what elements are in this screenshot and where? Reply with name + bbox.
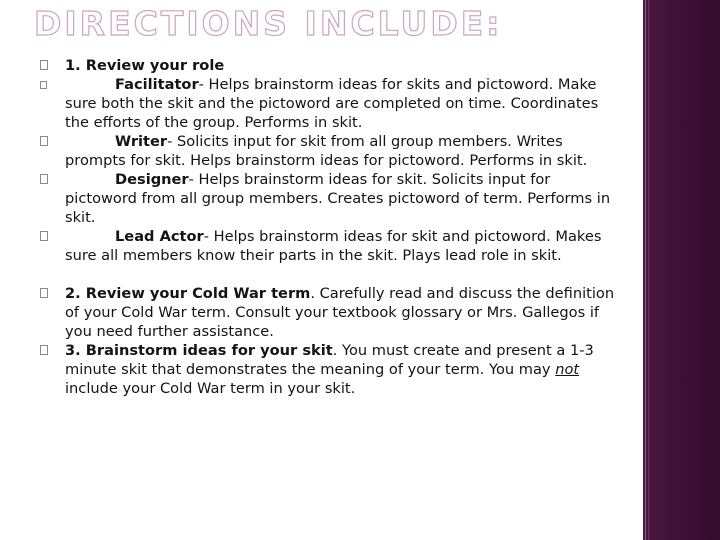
bullet-icon xyxy=(40,136,48,146)
role-description: - Solicits input for skit from all group members. Writes prompts for skit. Helps brainstorm ideas for pictoword. Performs in skit. xyxy=(65,133,588,169)
bullet-icon xyxy=(40,60,48,70)
bullet-icon xyxy=(40,345,48,355)
item-text: . Carefully read and discuss the definition of your Cold War term. Consult your textbook glossary or Mrs. Gallegos if you need further assistance. xyxy=(65,285,615,340)
bullet-icon xyxy=(40,288,48,298)
directions-list xyxy=(40,56,615,398)
bullet-icon xyxy=(40,174,48,184)
role-name: Facilitator xyxy=(115,76,199,93)
role-description: - Helps brainstorm ideas for skits and pictoword. Make sure both the skit and the pictoword are completed on time. Coordinates the efforts of the group. Performs in skit. xyxy=(65,76,599,131)
item-text: . You must create and present a 1-3 minute skit that demonstrates the meaning of your term. You may xyxy=(65,342,594,378)
role-name: Designer xyxy=(115,171,189,188)
bullet-icon xyxy=(40,231,48,241)
role-name: Lead Actor xyxy=(115,228,204,245)
list-item-writer xyxy=(40,132,615,170)
item-heading: 1. Review your role xyxy=(65,57,225,74)
emphasis-not: not xyxy=(555,361,580,378)
list-item-review-role xyxy=(40,56,615,75)
list-item-designer xyxy=(40,170,615,227)
item-heading: 3. Brainstorm ideas for your skit xyxy=(65,342,333,359)
decorative-sidebar xyxy=(643,0,720,540)
item-heading: 2. Review your Cold War term xyxy=(65,285,311,302)
list-item-brainstorm xyxy=(40,341,615,398)
list-item-lead-actor xyxy=(40,227,615,265)
bullet-icon xyxy=(40,81,47,89)
slide-title: DIRECTIONS INCLUDE: xyxy=(34,4,503,43)
item-text-end: include your Cold War term in your skit. xyxy=(65,380,356,397)
role-name: Writer xyxy=(115,133,168,150)
list-item-cold-war-term xyxy=(40,284,615,341)
list-item-facilitator xyxy=(40,75,615,132)
role-description: - Helps brainstorm ideas for skit and pictoword. Makes sure all members know their parts in the skit. Plays lead role in skit. xyxy=(65,228,602,264)
role-description: - Helps brainstorm ideas for skit. Solicits input for pictoword from all group members. Creates pictoword of term. Performs in skit. xyxy=(65,171,611,226)
